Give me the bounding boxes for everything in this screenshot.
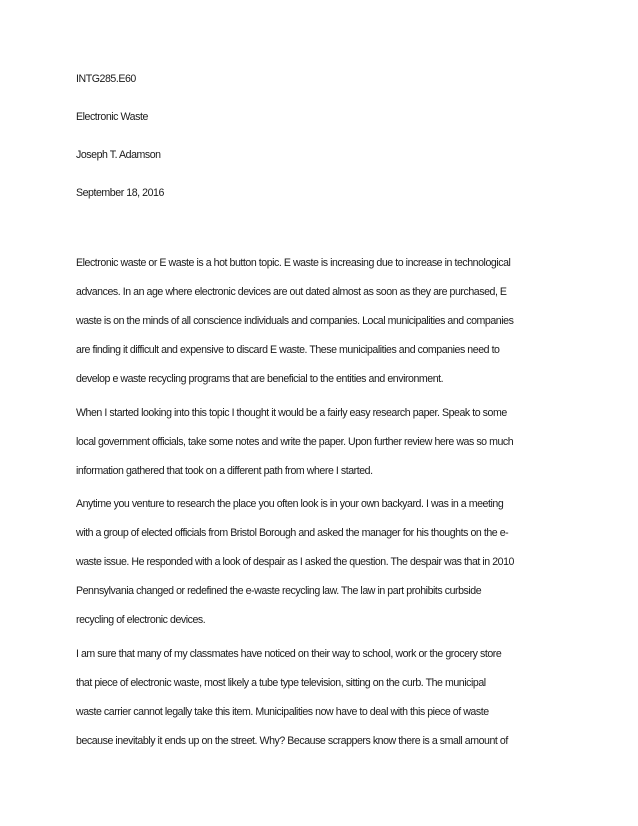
paragraph-4-line-4: because inevitably it ends up on the street. Why? Because scrappers know there is a small amount of: [76, 735, 508, 747]
author-name: Joseph T. Adamson: [76, 149, 161, 161]
paragraph-2-line-3: information gathered that took on a different path from where I started.: [76, 465, 373, 477]
paragraph-2-line-2: local government officials, take some notes and write the paper. Upon further review here was so much: [76, 436, 514, 448]
paragraph-3-line-4: Pennsylvania changed or redefined the e-waste recycling law. The law in part prohibits curbside: [76, 585, 482, 597]
course-code: INTG285.E60: [76, 73, 136, 85]
paragraph-1-line-5: develop e waste recycling programs that are beneficial to the entities and environment.: [76, 373, 444, 385]
paragraph-4-line-3: waste carrier cannot legally take this item. Municipalities now have to deal with this piece of waste: [76, 706, 489, 718]
paragraph-3-line-5: recycling of electronic devices.: [76, 614, 206, 626]
paragraph-1-line-2: advances. In an age where electronic devices are out dated almost as soon as they are purchased, E: [76, 286, 507, 298]
document-date: September 18, 2016: [76, 187, 164, 199]
paragraph-4-line-2: that piece of electronic waste, most likely a tube type television, sitting on the curb. The municipal: [76, 677, 486, 689]
paragraph-1-line-3: waste is on the minds of all conscience individuals and companies. Local municipalities and companies: [76, 315, 514, 327]
document-title: Electronic Waste: [76, 111, 148, 123]
paragraph-4-line-1: I am sure that many of my classmates have noticed on their way to school, work or the grocery store: [76, 648, 502, 660]
paragraph-3-line-3: waste issue. He responded with a look of despair as I asked the question. The despair was that in 2010: [76, 556, 514, 568]
paragraph-1-line-4: are finding it difficult and expensive to discard E waste. These municipalities and companies need to: [76, 344, 500, 356]
paragraph-3-line-1: Anytime you venture to research the place you often look is in your own backyard. I was in a meeting: [76, 498, 504, 510]
paragraph-1-line-1: Electronic waste or E waste is a hot button topic. E waste is increasing due to increase in technological: [76, 257, 511, 269]
paragraph-2-line-1: When I started looking into this topic I thought it would be a fairly easy research paper. Speak to some: [76, 407, 507, 419]
paragraph-3-line-2: with a group of elected officials from Bristol Borough and asked the manager for his thoughts on the e-: [76, 527, 509, 539]
